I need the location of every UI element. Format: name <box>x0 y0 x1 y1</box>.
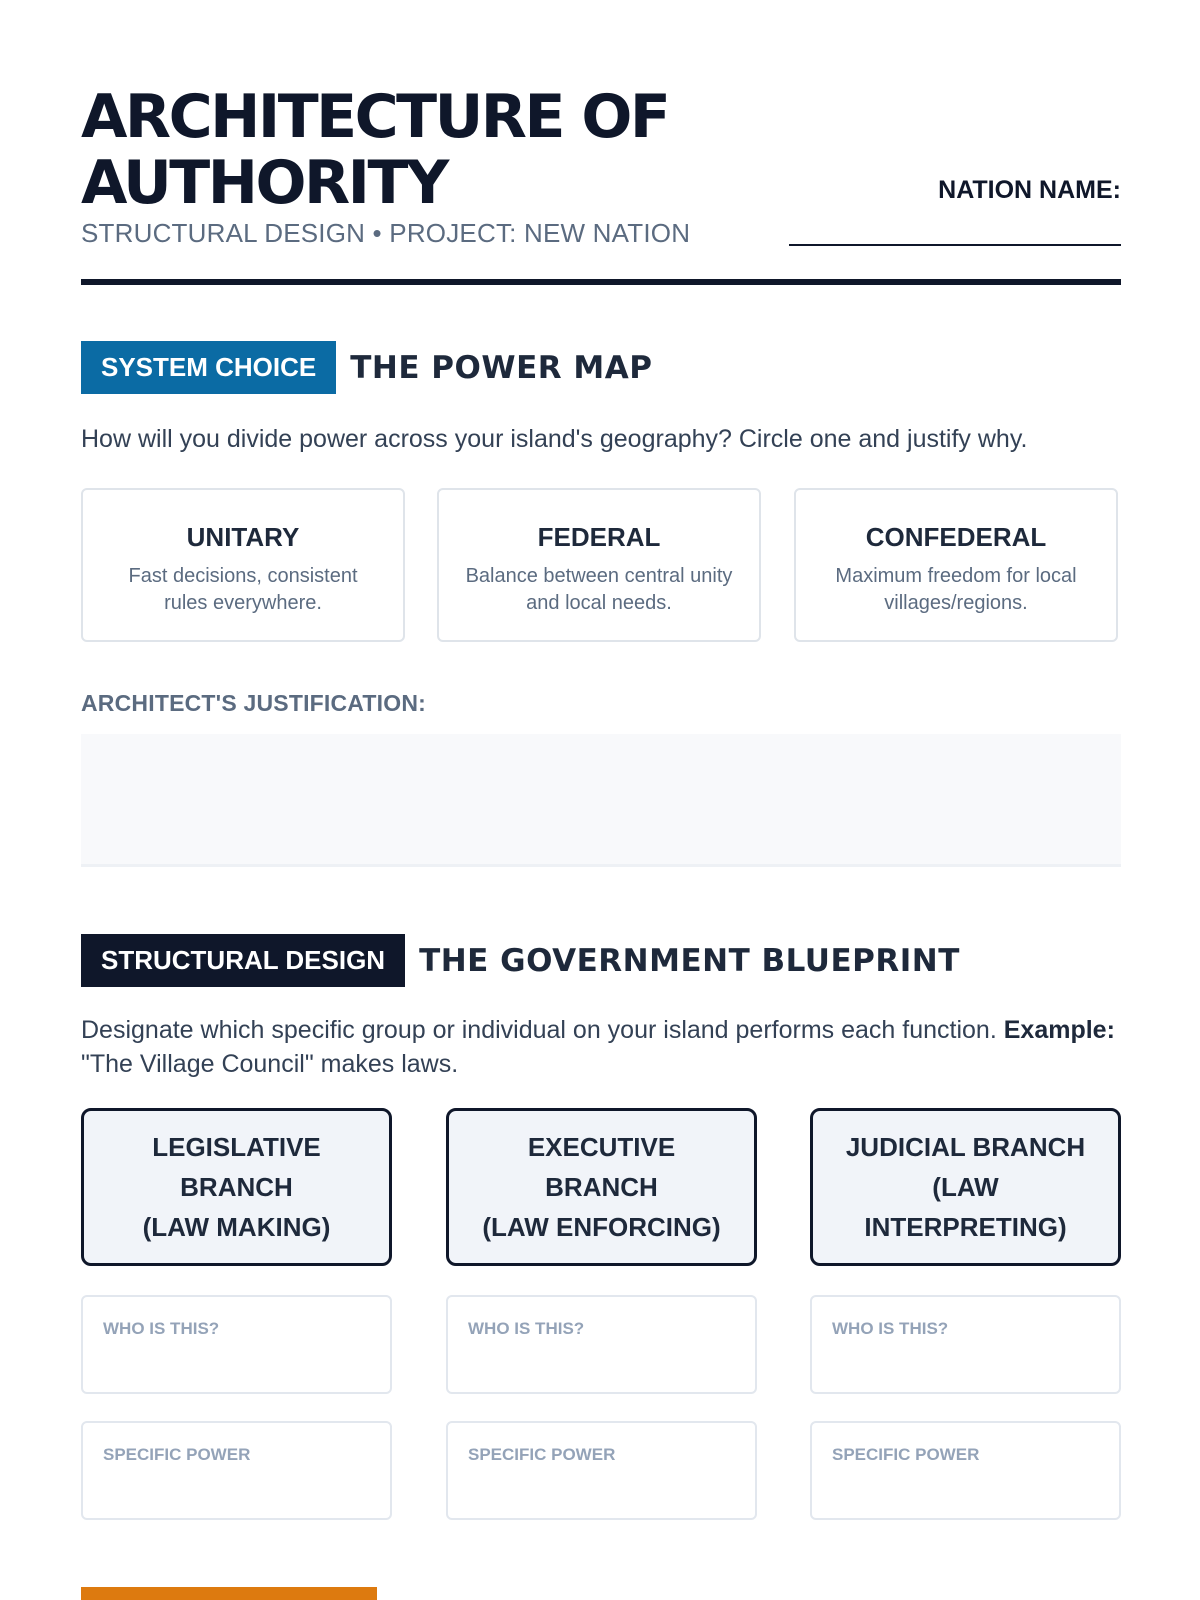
branch-line: INTERPRETING) <box>864 1212 1067 1242</box>
who-label: WHO IS THIS? <box>832 1319 949 1338</box>
blueprint-prompt-example-label: Example: <box>1003 1016 1115 1044</box>
system-choice-options <box>81 488 1121 646</box>
structural-design-badge: STRUCTURAL DESIGN <box>81 934 405 987</box>
judicial-branch-card <box>810 1108 1121 1266</box>
legislative-branch-card <box>81 1108 392 1266</box>
choice-description: Balance between central unity and local needs. <box>465 565 733 614</box>
justification-label: ARCHITECT'S JUSTIFICATION: <box>81 690 427 716</box>
system-choice-badge: SYSTEM CHOICE <box>81 341 336 394</box>
branch-line: EXECUTIVE <box>527 1132 676 1162</box>
branch-line: BRANCH <box>180 1172 293 1202</box>
page-title <box>81 84 781 216</box>
legislative-power-field[interactable] <box>81 1421 392 1520</box>
blueprint-section-header <box>81 934 960 987</box>
header-divider <box>81 279 1121 285</box>
blueprint-prompt-main: Designate which specific group or individual on your island performs each function. <box>81 1016 997 1044</box>
choice-name: CONFEDERAL <box>865 522 1047 552</box>
blueprint-prompt <box>81 1013 1121 1081</box>
executive-power-field[interactable] <box>446 1421 757 1520</box>
title-line-2: AUTHORITY <box>81 148 447 218</box>
justification-input[interactable] <box>81 734 1121 867</box>
nation-name-field[interactable] <box>789 244 1121 246</box>
who-label: WHO IS THIS? <box>468 1319 585 1338</box>
branch-line: JUDICIAL BRANCH <box>845 1132 1086 1162</box>
power-label: SPECIFIC POWER <box>468 1445 616 1464</box>
executive-who-field[interactable] <box>446 1295 757 1394</box>
power-map-title: THE POWER MAP <box>350 349 653 386</box>
branch-line: (LAW <box>932 1172 999 1202</box>
judicial-who-field[interactable] <box>810 1295 1121 1394</box>
choice-federal[interactable] <box>437 488 761 642</box>
nation-name-label: NATION NAME: <box>938 176 1121 204</box>
branch-line: (LAW MAKING) <box>142 1212 331 1242</box>
power-label: SPECIFIC POWER <box>832 1445 980 1464</box>
blueprint-prompt-example: "The Village Council" makes laws. <box>81 1050 459 1078</box>
page-subtitle: STRUCTURAL DESIGN • PROJECT: NEW NATION <box>81 218 691 248</box>
branch-line: LEGISLATIVE <box>152 1132 321 1162</box>
power-label: SPECIFIC POWER <box>103 1445 251 1464</box>
choice-unitary[interactable] <box>81 488 405 642</box>
page-header <box>81 84 1121 284</box>
choice-name: FEDERAL <box>537 522 661 552</box>
choice-description: Maximum freedom for local villages/regions. <box>835 565 1077 614</box>
choice-name: UNITARY <box>186 522 300 552</box>
judicial-power-field[interactable] <box>810 1421 1121 1520</box>
title-line-1: ARCHITECTURE OF <box>81 82 669 152</box>
who-label: WHO IS THIS? <box>103 1319 220 1338</box>
choice-description: Fast decisions, consistent rules everywhere. <box>128 565 358 614</box>
choice-confederal[interactable] <box>794 488 1118 642</box>
power-map-prompt: How will you divide power across your island's geography? Circle one and justify why. <box>81 425 1028 453</box>
branch-line: (LAW ENFORCING) <box>482 1212 721 1242</box>
executive-branch-card <box>446 1108 757 1266</box>
next-section-badge <box>81 1587 377 1600</box>
power-map-section-header <box>81 341 652 394</box>
legislative-who-field[interactable] <box>81 1295 392 1394</box>
branch-line: BRANCH <box>545 1172 658 1202</box>
blueprint-title: THE GOVERNMENT BLUEPRINT <box>419 942 960 979</box>
